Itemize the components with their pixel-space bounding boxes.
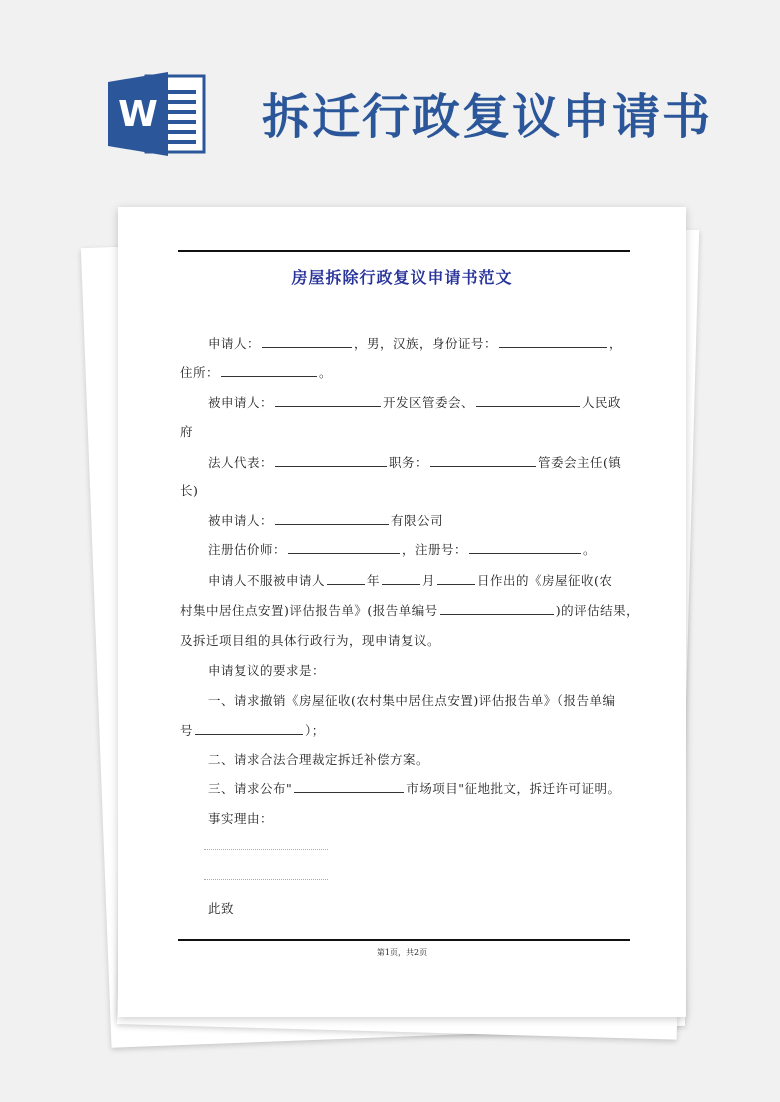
position-blank[interactable] xyxy=(430,454,536,467)
request-1: 一、请求撤销《房屋征收(农村集中居住点安置)评估报告单》（报告单编 xyxy=(208,693,616,708)
name-blank[interactable] xyxy=(262,335,352,348)
appraiser-blank[interactable] xyxy=(288,541,400,554)
document-page xyxy=(118,207,686,1017)
request-3: 三、请求公布" 市场项目"征地批文，拆迁许可证明。 xyxy=(208,781,621,796)
address-blank[interactable] xyxy=(221,364,317,377)
month-blank[interactable] xyxy=(382,572,420,585)
facts-placeholder xyxy=(204,879,328,880)
banner-title: 拆迁行政复议申请书 xyxy=(262,89,713,145)
report-no-blank-2[interactable] xyxy=(195,722,303,735)
respondent-line-cont: 府 xyxy=(180,424,194,439)
day-blank[interactable] xyxy=(437,572,475,585)
town-blank[interactable] xyxy=(476,394,580,407)
legal-rep-blank[interactable] xyxy=(275,454,387,467)
footer-rule xyxy=(178,939,630,941)
statement-line-3: 及拆迁项目组的具体行政行为，现申请复议。 xyxy=(180,633,441,648)
statement-line-2: 村集中居住点安置)评估报告单》(报告单编号 )的评估结果， xyxy=(180,603,640,618)
company-blank[interactable] xyxy=(275,512,389,525)
facts-placeholder xyxy=(204,849,328,850)
request-1-cont: 号 ）； xyxy=(180,723,325,738)
document-title: 房屋拆除行政复议申请书范文 xyxy=(291,268,513,287)
closing-line: 此致 xyxy=(208,901,235,916)
requests-heading: 申请复议的要求是： xyxy=(208,663,326,678)
legal-rep-line: 法人代表： 职务： 管委会主任(镇 xyxy=(208,455,622,470)
word-icon xyxy=(108,72,208,156)
statement-line-1: 申请人不服被申请人 年 月 日作出的《房屋征收(农 xyxy=(208,573,613,588)
appraiser-line: 注册估价师： ，注册号： 。 xyxy=(208,542,597,557)
id-blank[interactable] xyxy=(499,335,607,348)
request-2: 二、请求合法合理裁定拆迁补偿方案。 xyxy=(208,752,430,767)
header-rule xyxy=(178,250,630,252)
district-blank[interactable] xyxy=(275,394,381,407)
respondent-company-line: 被申请人： 有限公司 xyxy=(208,513,444,528)
respondent-line: 被申请人： 开发区管委会、 人民政 xyxy=(208,395,622,410)
applicant-line: 申请人： ，男，汉族，身份证号： ， xyxy=(208,336,623,351)
year-blank[interactable] xyxy=(327,572,365,585)
reg-no-blank[interactable] xyxy=(469,541,581,554)
project-blank[interactable] xyxy=(294,780,404,793)
legal-rep-line-cont: 长) xyxy=(180,483,199,498)
facts-heading: 事实理由： xyxy=(208,811,274,826)
address-line: 住所： 。 xyxy=(180,365,333,380)
report-no-blank[interactable] xyxy=(440,602,554,615)
page-number: 第1页，共2页 xyxy=(376,948,428,957)
svg-text:W: W xyxy=(118,94,158,135)
